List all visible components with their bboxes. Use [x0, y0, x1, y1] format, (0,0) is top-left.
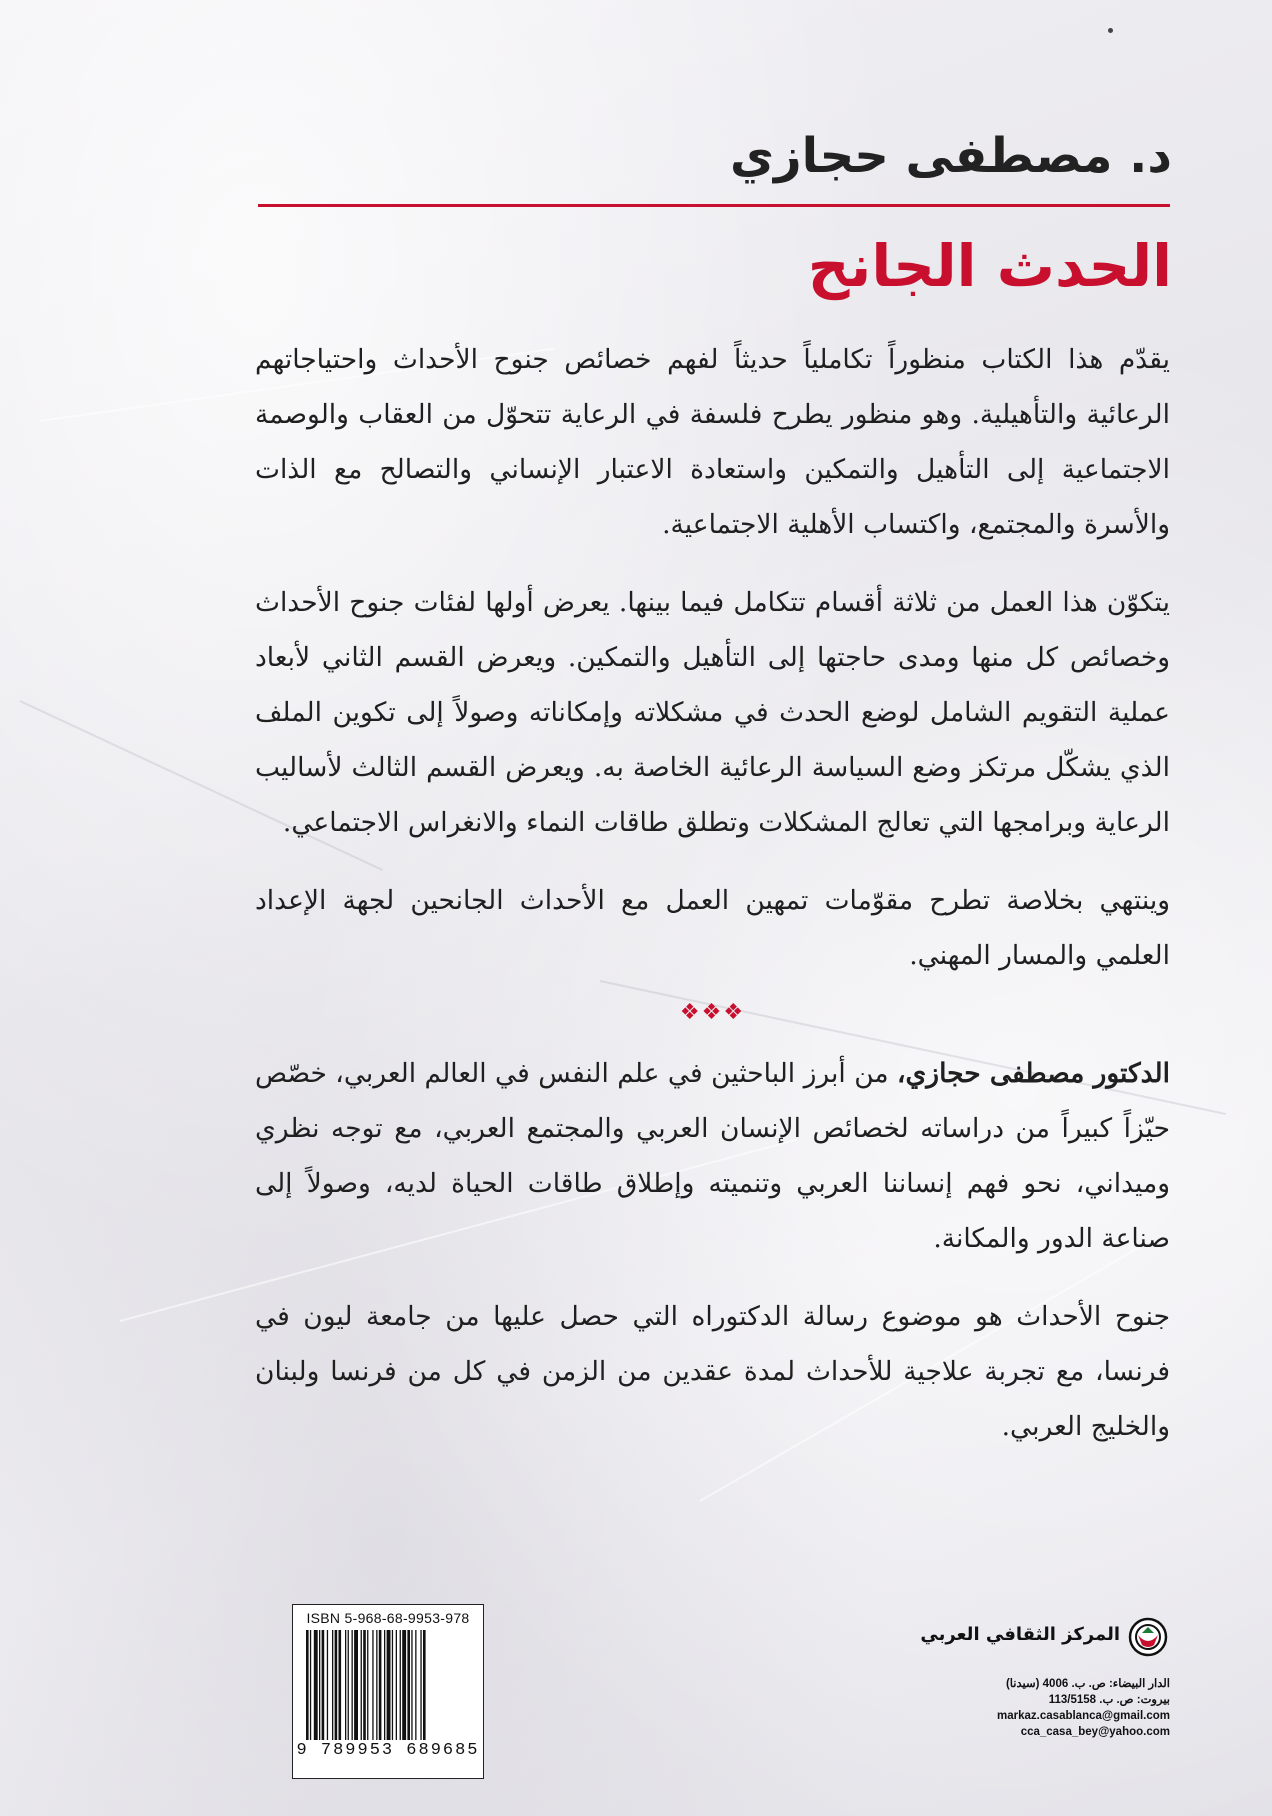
contact-beirut: بيروت: ص. ب. 113/5158: [1048, 1694, 1170, 1706]
contact-casablanca: الدار البيضاء: ص. ب. 4006 (سيدنا): [1005, 1678, 1170, 1690]
publisher-logo-icon: [1128, 1617, 1168, 1657]
barcode-bar: [411, 1630, 412, 1740]
barcode-number: 9 789953 689685: [296, 1741, 480, 1760]
speck: [1108, 28, 1113, 33]
barcode-bar: [420, 1630, 421, 1740]
author-name: د. مصطفى حجازي: [729, 128, 1172, 184]
barcode-bar: [319, 1630, 320, 1740]
barcode-bar: [379, 1630, 382, 1740]
barcode-bar: [400, 1630, 401, 1740]
barcode-bars: [302, 1630, 474, 1740]
barcode-bar: [314, 1630, 318, 1740]
barcode-bar: [306, 1630, 309, 1740]
publisher-name: المركز الثقافي العربي: [920, 1624, 1120, 1645]
section-ornament: ❖❖❖: [679, 1000, 746, 1025]
barcode-bar: [367, 1630, 368, 1740]
publisher-contacts: [870, 1676, 1170, 1740]
isbn-barcode: [292, 1604, 484, 1779]
barcode-bar: [376, 1630, 377, 1740]
blurb-paragraph: يتكوّن هذا العمل من ثلاثة أقسام تتكامل فيما بينها. يعرض أولها لفئات جنوح الأحداث وخصائص كل منها ومدى حاجتها إلى التأهيل والتمكين. ويعرض القسم الثاني لأبعاد عملية التقويم الشامل لوضع الحدث في مشكلاته وإمكاناته وصولاً إلى تكوين الملف الذي يشكّل مرتكز وضع السياسة الرعائية الخاصة به. ويعرض القسم الثالث لأساليب الرعاية وبرامجها التي تعالج المشكلات وتطلق طاقات النماء والانغراس الاجتماعي.: [255, 587, 1170, 838]
contact-email: markaz.casablanca@gmail.com: [997, 1710, 1170, 1722]
barcode-bar: [354, 1630, 358, 1740]
book-title: الحدث الجانح: [807, 232, 1172, 300]
barcode-bar: [361, 1630, 362, 1740]
barcode-bar: [348, 1630, 349, 1740]
barcode-bar: [327, 1630, 328, 1740]
barcode-bar: [339, 1630, 342, 1740]
isbn-label: ISBN 5-968-68-9953-978: [306, 1610, 470, 1626]
barcode-bar: [345, 1630, 346, 1740]
contact-email: cca_casa_bey@yahoo.com: [1020, 1726, 1170, 1738]
barcode-bar: [387, 1630, 391, 1740]
barcode-bar: [402, 1630, 406, 1740]
barcode-bar: [352, 1630, 353, 1740]
barcode-bar: [415, 1630, 416, 1740]
barcode-bar: [384, 1630, 385, 1740]
author-bio-text: من أبرز الباحثين في علم النفس في العالم العربي، خصّص حيّزاً كبيراً من دراساته لخصائص الإنسان العربي والمجتمع العربي، مع توجه نظري وميداني، نحو فهم إنساننا العربي وتنميته وإطلاق طاقات الحياة لديه، وصولاً إلى صناعة الدور والمكانة.: [255, 1058, 1170, 1254]
barcode-bar: [396, 1630, 397, 1740]
blurb: [255, 332, 1170, 1477]
barcode-bar: [407, 1630, 410, 1740]
barcode-bar: [392, 1630, 393, 1740]
barcode-bar: [363, 1630, 366, 1740]
publisher-block: [918, 1617, 1168, 1657]
barcode-bar: [335, 1630, 338, 1740]
title-divider: [258, 204, 1170, 207]
barcode-bar: [322, 1630, 325, 1740]
barcode-bar: [332, 1630, 333, 1740]
barcode-bar: [310, 1630, 311, 1740]
author-bio-name: الدكتور مصطفى حجازي،: [897, 1058, 1170, 1089]
barcode-bar: [423, 1630, 426, 1740]
barcode-bar: [372, 1630, 373, 1740]
author-bio: [255, 1046, 1170, 1266]
blurb-paragraph: وينتهي بخلاصة تطرح مقوّمات تمهين العمل مع الأحداث الجانحين لجهة الإعداد العلمي والمسار المهني.: [255, 885, 1170, 971]
closing-paragraph: جنوح الأحداث هو موضوع رسالة الدكتوراه التي حصل عليها من جامعة ليون في فرنسا، مع تجربة علاجية للأحداث لمدة عقدين من الزمن في كل من فرنسا ولبنان والخليج العربي.: [255, 1301, 1170, 1442]
blurb-paragraph: يقدّم هذا الكتاب منظوراً تكاملياً حديثاً لفهم خصائص جنوح الأحداث واحتياجاتهم الرعائية والتأهيلية. وهو منظور يطرح فلسفة في الرعاية تتحوّل من العقاب والوصمة الاجتماعية إلى التأهيل والتمكين واستعادة الاعتبار الإنساني والتصالح مع الذات والأسرة والمجتمع، واكتساب الأهلية الاجتماعية.: [255, 344, 1170, 540]
